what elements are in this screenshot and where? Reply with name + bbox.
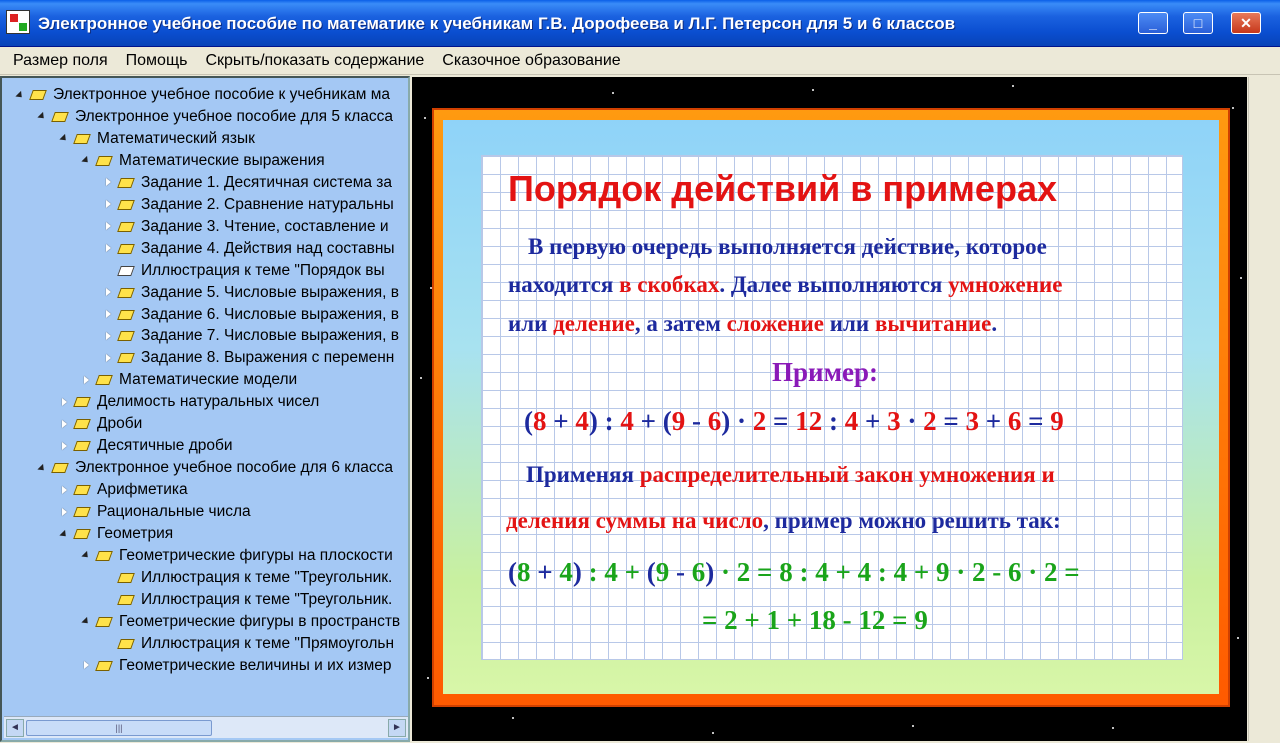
equation-token: : xyxy=(871,557,894,587)
equation-token: 1 xyxy=(766,605,781,635)
book-icon xyxy=(73,419,91,429)
tree-item-label: Задание 5. Числовые выражения, в xyxy=(141,283,399,301)
tree-item-label: Математические выражения xyxy=(119,151,325,169)
star xyxy=(712,732,714,734)
contents-tree xyxy=(0,76,410,742)
minimize-button[interactable]: _ xyxy=(1138,12,1168,34)
star xyxy=(1232,107,1234,109)
expand-arrow-icon[interactable] xyxy=(60,398,69,407)
collapse-arrow-icon[interactable] xyxy=(16,91,25,100)
expand-arrow-icon[interactable] xyxy=(82,661,91,670)
scroll-thumb[interactable]: ||| xyxy=(26,720,212,736)
equation-token: : xyxy=(822,406,845,436)
tree-item-label: Электронное учебное пособие для 5 класса xyxy=(75,107,393,125)
equation-token: + xyxy=(780,605,809,635)
tree-item[interactable] xyxy=(60,479,188,501)
maximize-button[interactable]: □ xyxy=(1183,12,1213,34)
rule-line-5 xyxy=(506,508,1061,534)
rule-text: или xyxy=(824,311,875,336)
equation-token: · xyxy=(730,406,753,436)
tree-item[interactable] xyxy=(104,282,399,304)
book-icon xyxy=(73,134,91,144)
equation-token: + xyxy=(633,406,663,436)
spacer xyxy=(104,639,113,648)
equation-token: + xyxy=(858,406,888,436)
close-button[interactable]: ✕ xyxy=(1231,12,1261,34)
menu-bar xyxy=(0,47,1280,75)
equation-token: + xyxy=(978,406,1008,436)
equation-token: 8 xyxy=(533,406,547,436)
rule-line-3 xyxy=(508,311,997,337)
book-icon xyxy=(117,639,135,649)
star xyxy=(427,677,429,679)
book-icon xyxy=(51,463,69,473)
equation-token: = xyxy=(1057,557,1080,587)
equation-token: : xyxy=(597,406,621,436)
rule-keyword: вычитание xyxy=(874,311,992,336)
book-icon xyxy=(95,661,113,671)
rule-keyword: умножение xyxy=(948,272,1063,297)
equation-token: 12 xyxy=(795,406,823,436)
tree-item-label: Рациональные числа xyxy=(97,503,251,521)
equation-token: 4 xyxy=(815,557,829,587)
window-title: Электронное учебное пособие по математике к учебникам Г.В. Дорофеева и Л.Г. Петерсон для 5 и 6 классов xyxy=(38,14,956,33)
equation-token: 4 xyxy=(620,406,634,436)
tree-item[interactable] xyxy=(60,501,251,523)
equation-token: = xyxy=(1021,406,1051,436)
equation-token: 6 xyxy=(1007,406,1022,436)
rule-text: , пример можно решить так: xyxy=(763,508,1061,533)
rule-line-4 xyxy=(526,462,1055,488)
menu-help[interactable]: Помощь xyxy=(125,51,188,69)
horizontal-scrollbar[interactable] xyxy=(4,716,408,738)
equation-token: 18 xyxy=(808,605,836,635)
equation-token: 6 xyxy=(707,406,722,436)
equation-token: · xyxy=(1021,557,1044,587)
book-icon xyxy=(117,178,135,188)
expand-arrow-icon[interactable] xyxy=(60,420,69,429)
tree-item[interactable] xyxy=(104,194,394,216)
equation-token: 3 xyxy=(887,406,901,436)
equation-token: ) xyxy=(588,406,598,436)
star xyxy=(1240,277,1242,279)
equation-token: - xyxy=(985,557,1008,587)
equation-token: 8 xyxy=(779,557,793,587)
book-icon xyxy=(51,112,69,122)
tree-item[interactable] xyxy=(104,589,392,611)
example-equation-2 xyxy=(508,557,1080,588)
equation-token: = xyxy=(885,605,915,635)
scroll-right-icon[interactable]: ► xyxy=(388,719,406,737)
equation-token: ( xyxy=(662,406,672,436)
tree-item-label: Иллюстрация к теме "Прямоугольн xyxy=(141,634,395,652)
expand-arrow-icon[interactable] xyxy=(104,354,113,363)
scroll-left-icon[interactable]: ◄ xyxy=(6,719,24,737)
tree-item[interactable] xyxy=(60,391,319,413)
equation-token: - xyxy=(669,557,692,587)
tree-item-label: Задание 1. Десятичная система за xyxy=(141,173,393,191)
right-panel-edge xyxy=(1248,77,1280,741)
star xyxy=(424,117,426,119)
equation-token: 4 xyxy=(575,406,589,436)
star xyxy=(512,717,514,719)
equation-token: ( xyxy=(646,557,656,587)
example-equation-3 xyxy=(702,605,928,636)
tree-item[interactable] xyxy=(104,325,399,347)
example-label: Пример: xyxy=(772,357,878,387)
tree-item[interactable] xyxy=(60,128,255,150)
tree-item-label: Математические модели xyxy=(119,371,298,389)
tree-item[interactable] xyxy=(38,106,393,128)
book-icon xyxy=(95,617,113,627)
expand-arrow-icon[interactable] xyxy=(104,222,113,231)
tree-item[interactable] xyxy=(16,84,390,106)
book-icon xyxy=(117,288,135,298)
expand-arrow-icon[interactable] xyxy=(104,332,113,341)
tree-item[interactable] xyxy=(104,172,392,194)
equation-token: 3 xyxy=(965,406,979,436)
tree-item-label: Иллюстрация к теме "Порядок вы xyxy=(141,261,385,279)
tree-item[interactable] xyxy=(82,611,400,633)
menu-field-size[interactable]: Размер поля xyxy=(13,51,108,69)
book-icon xyxy=(95,375,113,385)
book-icon xyxy=(73,507,91,517)
equation-token: 12 xyxy=(858,605,886,635)
equation-token: - xyxy=(835,605,859,635)
equation-token: 2 xyxy=(923,406,937,436)
book-icon xyxy=(117,573,135,583)
menu-fairy-education[interactable]: Сказочное образование xyxy=(442,51,621,69)
tree-item[interactable] xyxy=(60,435,233,457)
book-icon xyxy=(117,310,135,320)
star xyxy=(1112,727,1114,729)
book-icon xyxy=(117,353,135,363)
equation-token: 8 xyxy=(517,557,531,587)
equation-token: · xyxy=(949,557,972,587)
star xyxy=(420,377,422,379)
equation-token: 9 xyxy=(655,557,670,587)
book-icon xyxy=(117,244,135,254)
equation-token: 9 xyxy=(1050,406,1064,436)
equation-token: 4 xyxy=(604,557,618,587)
book-icon xyxy=(95,551,113,561)
equation-token: 2 xyxy=(971,557,986,587)
equation-token: 6 xyxy=(1007,557,1022,587)
rule-keyword: распределительный закон умножения и xyxy=(639,462,1055,487)
tree-item-label: Делимость натуральных чисел xyxy=(97,393,320,411)
star xyxy=(912,725,914,727)
equation-token: = xyxy=(936,406,966,436)
spacer xyxy=(104,266,113,275)
equation-token: + xyxy=(546,406,576,436)
tree-item-label: Геометрические фигуры на плоскости xyxy=(119,546,393,564)
menu-toggle-contents[interactable]: Скрыть/показать содержание xyxy=(205,51,425,69)
rule-text: В первую очередь выполняется действие, которое xyxy=(528,234,1047,259)
equation-token: + xyxy=(737,605,767,635)
equation-token: : xyxy=(581,557,605,587)
tree-item[interactable] xyxy=(82,545,393,567)
expand-arrow-icon[interactable] xyxy=(82,376,91,385)
equation-token: - xyxy=(685,406,708,436)
tree-item-label: Электронное учебное пособие к учебникам ма xyxy=(53,86,390,103)
equation-token: : xyxy=(792,557,816,587)
rule-keyword: в скобках xyxy=(619,272,720,297)
tree-item[interactable] xyxy=(82,369,297,391)
spacer xyxy=(104,595,113,604)
book-icon xyxy=(95,156,113,166)
book-icon xyxy=(117,200,135,210)
slide-heading: Порядок действий в примерах xyxy=(508,168,1057,209)
tree-item-label: Арифметика xyxy=(97,481,188,499)
tree-item[interactable] xyxy=(104,238,395,260)
expand-arrow-icon[interactable] xyxy=(104,288,113,297)
rule-text: или xyxy=(508,311,554,336)
rule-line-2 xyxy=(508,272,1062,298)
collapse-arrow-icon[interactable] xyxy=(82,551,91,560)
expand-arrow-icon[interactable] xyxy=(60,508,69,517)
tree-item-label: Геометрические величины и их измер xyxy=(119,656,392,674)
equation-token: + xyxy=(828,557,858,587)
open-book-icon xyxy=(117,266,135,276)
rule-keyword: деление xyxy=(553,311,635,336)
expand-arrow-icon[interactable] xyxy=(60,486,69,495)
equation-token: 2 xyxy=(752,406,767,436)
equation-token: + xyxy=(617,557,647,587)
rule-text: находится xyxy=(508,272,620,297)
equation-token: 4 xyxy=(893,557,908,587)
star xyxy=(812,89,814,91)
book-icon xyxy=(73,485,91,495)
book-icon xyxy=(117,595,135,605)
equation-token: ) xyxy=(705,557,715,587)
expand-arrow-icon[interactable] xyxy=(104,310,113,319)
tree-item[interactable] xyxy=(104,567,392,589)
tree-item-label: Задание 8. Выражения с переменн xyxy=(141,349,395,367)
equation-token: · xyxy=(900,406,924,436)
tree-item-label: Иллюстрация к теме "Треугольник. xyxy=(141,590,393,608)
book-icon xyxy=(117,222,135,232)
equation-token: 2 xyxy=(724,605,738,635)
rule-keyword: деления суммы на число xyxy=(506,508,764,533)
tree-item[interactable] xyxy=(82,655,392,677)
expand-arrow-icon[interactable] xyxy=(104,244,113,253)
book-icon xyxy=(73,441,91,451)
book-icon xyxy=(73,529,91,539)
equation-token: 4 xyxy=(559,557,573,587)
collapse-arrow-icon[interactable] xyxy=(60,134,69,143)
expand-arrow-icon[interactable] xyxy=(60,442,69,451)
rule-keyword: сложение xyxy=(726,311,825,336)
star xyxy=(1237,637,1239,639)
book-icon xyxy=(73,397,91,407)
tree-item[interactable] xyxy=(60,523,173,545)
tree-item-label: Иллюстрация к теме "Треугольник. xyxy=(141,568,393,586)
equation-token: 9 xyxy=(671,406,686,436)
equation-token: 9 xyxy=(935,557,950,587)
tree-item-label: Электронное учебное пособие для 6 класса xyxy=(75,459,393,477)
tree-item[interactable] xyxy=(38,457,393,479)
example-equation-1 xyxy=(524,406,1064,437)
equation-token: ( xyxy=(508,557,517,587)
expand-arrow-icon[interactable] xyxy=(104,200,113,209)
star xyxy=(1012,85,1014,87)
equation-token: 9 xyxy=(914,605,928,635)
collapse-arrow-icon[interactable] xyxy=(82,156,91,165)
tree-item-label: Задание 4. Действия над составны xyxy=(141,239,395,257)
tree-item-label: Геометрические фигуры в пространств xyxy=(119,612,401,630)
equation-token: = xyxy=(766,406,796,436)
book-icon xyxy=(117,331,135,341)
tree-item-label: Задание 7. Числовые выражения, в xyxy=(141,327,399,345)
equation-token: + xyxy=(530,557,560,587)
spacer xyxy=(104,573,113,582)
tree-item-label: Задание 2. Сравнение натуральны xyxy=(141,195,394,213)
equation-token: · xyxy=(714,557,737,587)
equation-token: 2 xyxy=(736,557,751,587)
collapse-arrow-icon[interactable] xyxy=(60,530,69,539)
equation-token: = xyxy=(702,605,725,635)
equation-token: = xyxy=(750,557,780,587)
collapse-arrow-icon[interactable] xyxy=(38,464,47,473)
star xyxy=(612,92,614,94)
app-icon xyxy=(6,10,30,34)
tree-item[interactable] xyxy=(104,260,385,282)
tree-item-label: Задание 3. Чтение, составление и xyxy=(141,217,389,235)
tree-item[interactable] xyxy=(104,633,394,655)
equation-token: ) xyxy=(572,557,582,587)
tree-item[interactable] xyxy=(60,413,142,435)
equation-token: 2 xyxy=(1044,557,1058,587)
equation-token: ) xyxy=(721,406,731,436)
equation-token: 6 xyxy=(691,557,706,587)
tree-item-label: Задание 6. Числовые выражения, в xyxy=(141,305,399,323)
equation-token: ( xyxy=(524,406,533,436)
expand-arrow-icon[interactable] xyxy=(104,178,113,187)
rule-text: , а затем xyxy=(634,311,727,336)
equation-token: + xyxy=(907,557,936,587)
collapse-arrow-icon[interactable] xyxy=(38,112,47,121)
tree-item[interactable] xyxy=(82,150,325,172)
equation-token: 4 xyxy=(844,406,859,436)
equation-token: 4 xyxy=(857,557,872,587)
tree-item-label: Геометрия xyxy=(97,525,174,542)
tree-item[interactable] xyxy=(104,216,389,238)
tree-item-label: Десятичные дроби xyxy=(97,437,233,455)
tree-item-label: Математический язык xyxy=(97,129,255,147)
tree-item-label: Дроби xyxy=(97,415,143,433)
tree-item[interactable] xyxy=(104,304,399,326)
rule-text: . Далее выполняются xyxy=(719,272,949,297)
rule-line-1 xyxy=(528,234,1047,260)
book-icon xyxy=(29,90,47,100)
rule-text: Применяя xyxy=(526,462,640,487)
collapse-arrow-icon[interactable] xyxy=(82,617,91,626)
tree-item[interactable] xyxy=(104,347,394,369)
rule-text: . xyxy=(991,311,998,336)
title-bar xyxy=(0,0,1280,47)
